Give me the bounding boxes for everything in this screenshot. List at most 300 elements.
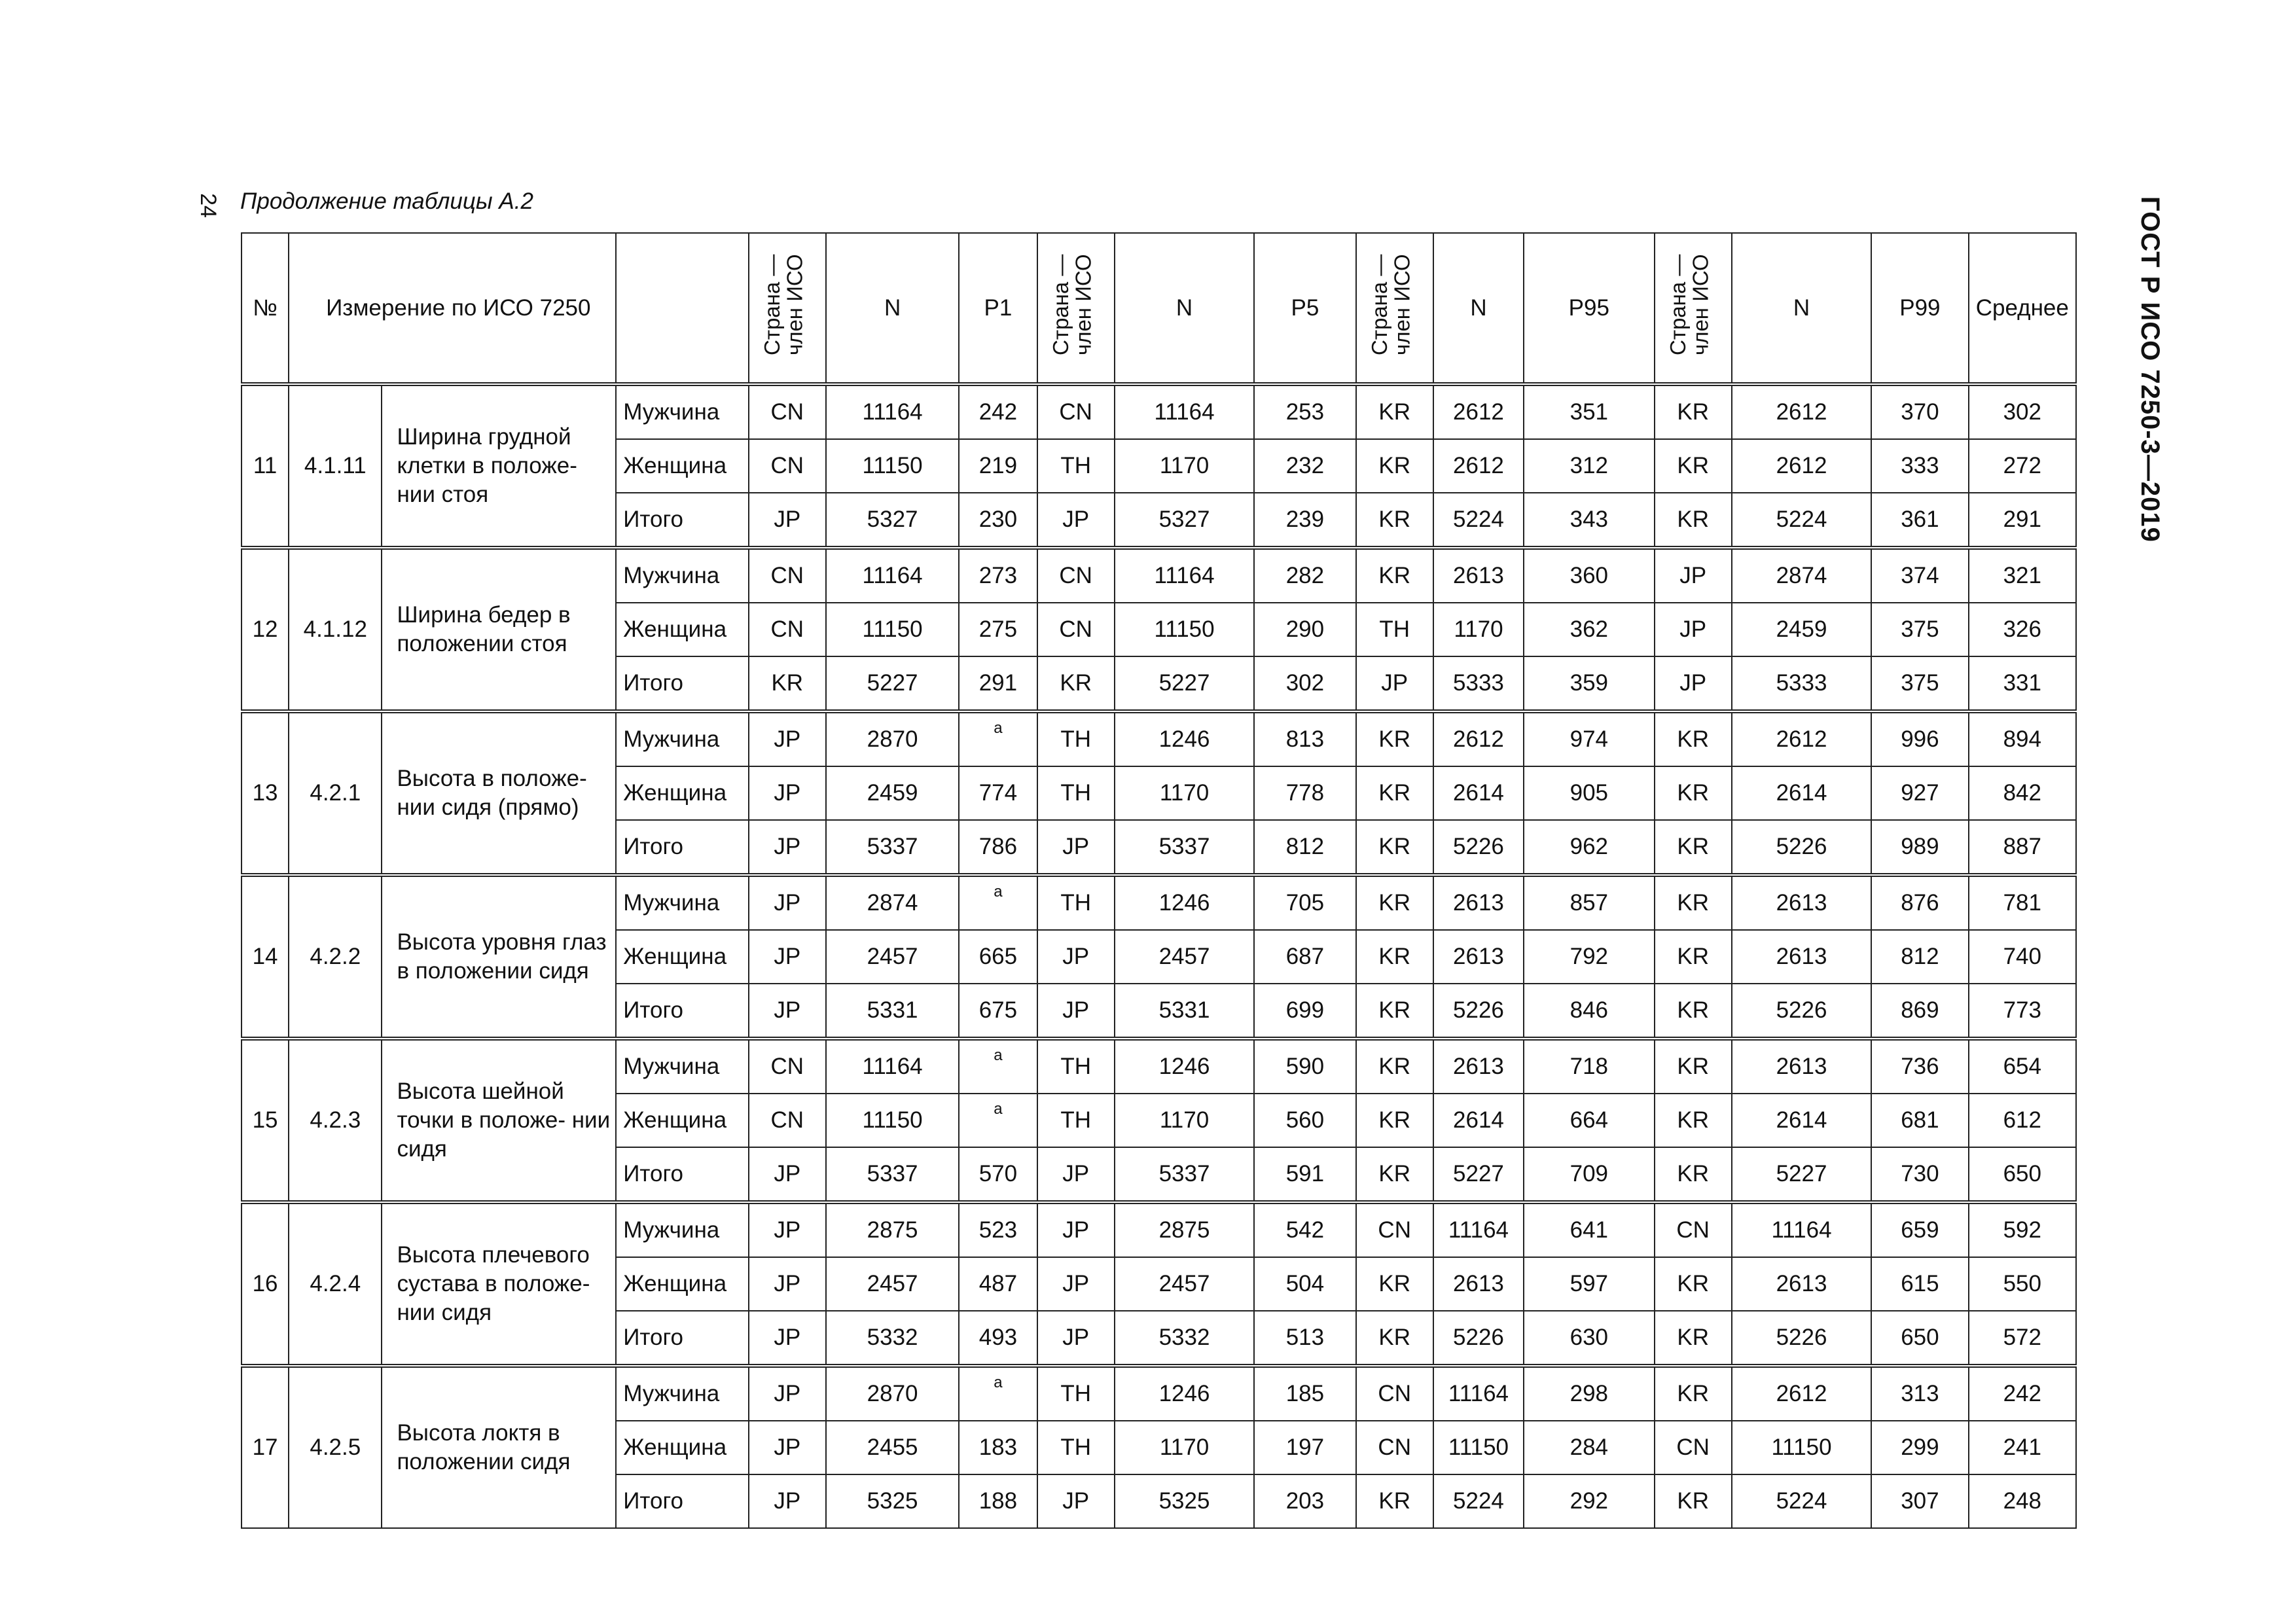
- cell-c1: JP: [749, 820, 826, 875]
- cell-c2: TH: [1037, 1094, 1115, 1147]
- cell-n4: 2612: [1732, 439, 1871, 493]
- sex-cell: Итого: [616, 820, 748, 875]
- cell-p95: 312: [1524, 439, 1654, 493]
- sex-cell: Мужчина: [616, 875, 748, 930]
- cell-c4: KR: [1655, 493, 1732, 548]
- table-row: [242, 1202, 2076, 1257]
- cell-n4: 5226: [1732, 1311, 1871, 1366]
- cell-p5: 699: [1254, 984, 1355, 1039]
- measurement-code: 4.2.2: [289, 875, 382, 1039]
- cell-n4: 2614: [1732, 766, 1871, 820]
- row-number: 15: [242, 1039, 289, 1202]
- cell-c3: KR: [1356, 1257, 1433, 1311]
- cell-mean: 241: [1969, 1421, 2076, 1474]
- cell-p95: 664: [1524, 1094, 1654, 1147]
- cell-n1: 11150: [826, 439, 959, 493]
- measurement-code: 4.2.5: [289, 1366, 382, 1528]
- cell-mean: 302: [1969, 384, 2076, 439]
- cell-p5: 302: [1254, 656, 1355, 711]
- cell-p95: 709: [1524, 1147, 1654, 1202]
- cell-mean: 781: [1969, 875, 2076, 930]
- cell-n3: 1170: [1433, 603, 1524, 656]
- sex-cell: Итого: [616, 984, 748, 1039]
- cell-p99: 989: [1871, 820, 1968, 875]
- cell-c4: CN: [1655, 1202, 1732, 1257]
- cell-c2: TH: [1037, 766, 1115, 820]
- cell-c3: KR: [1356, 1039, 1433, 1094]
- cell-p5: 232: [1254, 439, 1355, 493]
- cell-p95: 343: [1524, 493, 1654, 548]
- cell-c3: CN: [1356, 1421, 1433, 1474]
- cell-p95: 351: [1524, 384, 1654, 439]
- cell-n1: 5325: [826, 1474, 959, 1528]
- cell-n4: 2612: [1732, 1366, 1871, 1421]
- cell-p95: 641: [1524, 1202, 1654, 1257]
- cell-p1: [959, 1366, 1037, 1421]
- cell-p1: 275: [959, 603, 1037, 656]
- cell-n1: 5337: [826, 1147, 959, 1202]
- cell-n4: 5226: [1732, 984, 1871, 1039]
- cell-p5: 591: [1254, 1147, 1355, 1202]
- cell-n4: 5226: [1732, 820, 1871, 875]
- cell-c2: JP: [1037, 1311, 1115, 1366]
- cell-c1: JP: [749, 1474, 826, 1528]
- measurement-name: Высота плечевого сустава в положе- нии сидя: [382, 1202, 616, 1366]
- cell-mean: 592: [1969, 1202, 2076, 1257]
- cell-n3: 2612: [1433, 711, 1524, 766]
- table-row: [242, 384, 2076, 439]
- cell-c2: KR: [1037, 656, 1115, 711]
- cell-n1: 2457: [826, 1257, 959, 1311]
- cell-mean: 321: [1969, 548, 2076, 603]
- table-header-row: [242, 233, 2076, 384]
- cell-n2: 1170: [1115, 439, 1254, 493]
- cell-p5: 778: [1254, 766, 1355, 820]
- cell-n4: 2613: [1732, 1257, 1871, 1311]
- cell-n3: 5226: [1433, 820, 1524, 875]
- cell-n1: 11164: [826, 384, 959, 439]
- cell-p99: 374: [1871, 548, 1968, 603]
- cell-p1: 665: [959, 930, 1037, 984]
- cell-c1: JP: [749, 1311, 826, 1366]
- cell-n3: 5226: [1433, 984, 1524, 1039]
- cell-n3: 2612: [1433, 439, 1524, 493]
- cell-p95: 974: [1524, 711, 1654, 766]
- cell-n3: 5227: [1433, 1147, 1524, 1202]
- cell-n2: 5331: [1115, 984, 1254, 1039]
- cell-c2: TH: [1037, 1039, 1115, 1094]
- cell-c2: TH: [1037, 875, 1115, 930]
- cell-n1: 5331: [826, 984, 959, 1039]
- footnote-marker: а: [994, 1373, 1003, 1391]
- cell-n1: 2457: [826, 930, 959, 984]
- cell-n1: 11164: [826, 548, 959, 603]
- cell-n1: 5227: [826, 656, 959, 711]
- row-number: 14: [242, 875, 289, 1039]
- cell-n4: 5333: [1732, 656, 1871, 711]
- header-n-4: N: [1732, 233, 1871, 384]
- header-sex: [616, 233, 748, 384]
- cell-n4: 2614: [1732, 1094, 1871, 1147]
- cell-p1: 493: [959, 1311, 1037, 1366]
- table-row: [242, 548, 2076, 603]
- cell-c3: JP: [1356, 656, 1433, 711]
- cell-p5: 185: [1254, 1366, 1355, 1421]
- cell-p95: 792: [1524, 930, 1654, 984]
- cell-p1: 487: [959, 1257, 1037, 1311]
- cell-c4: KR: [1655, 1094, 1732, 1147]
- cell-n1: 5332: [826, 1311, 959, 1366]
- measurement-name: Высота уровня глаз в положении сидя: [382, 875, 616, 1039]
- sex-cell: Женщина: [616, 439, 748, 493]
- cell-n2: 11164: [1115, 548, 1254, 603]
- cell-p5: 513: [1254, 1311, 1355, 1366]
- cell-c1: JP: [749, 493, 826, 548]
- cell-c4: JP: [1655, 603, 1732, 656]
- cell-n2: 1170: [1115, 766, 1254, 820]
- cell-n3: 5224: [1433, 493, 1524, 548]
- cell-n3: 2613: [1433, 930, 1524, 984]
- cell-c3: KR: [1356, 820, 1433, 875]
- cell-mean: 773: [1969, 984, 2076, 1039]
- cell-p95: 360: [1524, 548, 1654, 603]
- row-number: 16: [242, 1202, 289, 1366]
- footnote-marker: а: [994, 882, 1003, 901]
- cell-n1: 2875: [826, 1202, 959, 1257]
- cell-c2: JP: [1037, 1202, 1115, 1257]
- cell-p5: 253: [1254, 384, 1355, 439]
- cell-n2: 5325: [1115, 1474, 1254, 1528]
- cell-c1: JP: [749, 711, 826, 766]
- data-table: [241, 232, 2077, 1529]
- cell-c4: KR: [1655, 1257, 1732, 1311]
- cell-n1: 11150: [826, 1094, 959, 1147]
- cell-mean: 654: [1969, 1039, 2076, 1094]
- cell-p99: 361: [1871, 493, 1968, 548]
- cell-mean: 612: [1969, 1094, 2076, 1147]
- cell-n4: 2459: [1732, 603, 1871, 656]
- cell-c3: KR: [1356, 1474, 1433, 1528]
- cell-c1: CN: [749, 603, 826, 656]
- cell-c3: KR: [1356, 384, 1433, 439]
- cell-n2: 1246: [1115, 1366, 1254, 1421]
- cell-p99: 375: [1871, 656, 1968, 711]
- cell-c4: KR: [1655, 766, 1732, 820]
- cell-c2: JP: [1037, 1147, 1115, 1202]
- cell-p1: 188: [959, 1474, 1037, 1528]
- cell-mean: 248: [1969, 1474, 2076, 1528]
- cell-c1: CN: [749, 548, 826, 603]
- cell-p95: 597: [1524, 1257, 1654, 1311]
- cell-p99: 659: [1871, 1202, 1968, 1257]
- cell-c4: KR: [1655, 711, 1732, 766]
- cell-c3: KR: [1356, 875, 1433, 930]
- cell-n1: 2455: [826, 1421, 959, 1474]
- cell-n3: 2613: [1433, 1039, 1524, 1094]
- cell-c3: KR: [1356, 439, 1433, 493]
- cell-p99: 996: [1871, 711, 1968, 766]
- cell-p99: 615: [1871, 1257, 1968, 1311]
- cell-p99: 307: [1871, 1474, 1968, 1528]
- cell-c4: KR: [1655, 1039, 1732, 1094]
- cell-c3: KR: [1356, 766, 1433, 820]
- cell-p5: 687: [1254, 930, 1355, 984]
- cell-n1: 2874: [826, 875, 959, 930]
- footnote-marker: а: [994, 1099, 1003, 1118]
- row-number: 17: [242, 1366, 289, 1528]
- header-p1: P1: [959, 233, 1037, 384]
- cell-n1: 2870: [826, 1366, 959, 1421]
- cell-c3: KR: [1356, 493, 1433, 548]
- row-number: 13: [242, 711, 289, 875]
- cell-n4: 2874: [1732, 548, 1871, 603]
- sex-cell: Мужчина: [616, 548, 748, 603]
- cell-n4: 2612: [1732, 711, 1871, 766]
- cell-p5: 560: [1254, 1094, 1355, 1147]
- cell-n4: 5227: [1732, 1147, 1871, 1202]
- cell-p1: 273: [959, 548, 1037, 603]
- cell-n2: 5227: [1115, 656, 1254, 711]
- sex-cell: Женщина: [616, 1257, 748, 1311]
- cell-n3: 2613: [1433, 548, 1524, 603]
- cell-c4: CN: [1655, 1421, 1732, 1474]
- cell-n1: 2459: [826, 766, 959, 820]
- cell-c2: CN: [1037, 548, 1115, 603]
- sex-cell: Итого: [616, 1147, 748, 1202]
- row-number: 12: [242, 548, 289, 711]
- cell-p1: 570: [959, 1147, 1037, 1202]
- cell-mean: 572: [1969, 1311, 2076, 1366]
- cell-c4: KR: [1655, 1311, 1732, 1366]
- cell-c3: KR: [1356, 984, 1433, 1039]
- cell-c2: TH: [1037, 1421, 1115, 1474]
- cell-p99: 812: [1871, 930, 1968, 984]
- cell-c1: JP: [749, 1421, 826, 1474]
- cell-c4: KR: [1655, 1366, 1732, 1421]
- cell-n2: 5337: [1115, 1147, 1254, 1202]
- cell-p1: [959, 1094, 1037, 1147]
- header-p95: P95: [1524, 233, 1654, 384]
- cell-c1: CN: [749, 1094, 826, 1147]
- cell-p95: 359: [1524, 656, 1654, 711]
- measurement-name: Высота шейной точки в положе- нии сидя: [382, 1039, 616, 1202]
- header-n-3: N: [1433, 233, 1524, 384]
- cell-n1: 5327: [826, 493, 959, 548]
- cell-mean: 842: [1969, 766, 2076, 820]
- cell-p95: 362: [1524, 603, 1654, 656]
- cell-c1: JP: [749, 984, 826, 1039]
- cell-p95: 857: [1524, 875, 1654, 930]
- cell-n2: 5337: [1115, 820, 1254, 875]
- sex-cell: Мужчина: [616, 1366, 748, 1421]
- cell-c2: JP: [1037, 930, 1115, 984]
- cell-c1: JP: [749, 1202, 826, 1257]
- measurement-name: Высота в положе- нии сидя (прямо): [382, 711, 616, 875]
- cell-c3: TH: [1356, 603, 1433, 656]
- cell-c2: CN: [1037, 384, 1115, 439]
- cell-n2: 11150: [1115, 603, 1254, 656]
- cell-n4: 2612: [1732, 384, 1871, 439]
- table-row: [242, 1039, 2076, 1094]
- cell-n2: 11164: [1115, 384, 1254, 439]
- cell-p1: 774: [959, 766, 1037, 820]
- cell-n3: 2612: [1433, 384, 1524, 439]
- cell-mean: 331: [1969, 656, 2076, 711]
- sex-cell: Мужчина: [616, 384, 748, 439]
- sex-cell: Итого: [616, 493, 748, 548]
- header-n-1: N: [826, 233, 959, 384]
- cell-c4: KR: [1655, 384, 1732, 439]
- cell-n3: 5226: [1433, 1311, 1524, 1366]
- cell-p99: 370: [1871, 384, 1968, 439]
- measurement-code: 4.1.12: [289, 548, 382, 711]
- cell-n2: 5332: [1115, 1311, 1254, 1366]
- cell-n2: 1246: [1115, 875, 1254, 930]
- cell-n4: 5224: [1732, 493, 1871, 548]
- footnote-marker: а: [994, 1046, 1003, 1064]
- header-no: №: [242, 233, 289, 384]
- table-row: [242, 1366, 2076, 1421]
- cell-c2: JP: [1037, 1257, 1115, 1311]
- sex-cell: Женщина: [616, 766, 748, 820]
- cell-c3: CN: [1356, 1202, 1433, 1257]
- cell-p99: 876: [1871, 875, 1968, 930]
- measurement-name: Ширина бедер в положении стоя: [382, 548, 616, 711]
- cell-c2: TH: [1037, 439, 1115, 493]
- cell-p95: 292: [1524, 1474, 1654, 1528]
- header-measurement: Измерение по ИСО 7250: [289, 233, 616, 384]
- cell-c4: JP: [1655, 656, 1732, 711]
- header-p99: P99: [1871, 233, 1968, 384]
- cell-n2: 2457: [1115, 930, 1254, 984]
- cell-mean: 272: [1969, 439, 2076, 493]
- cell-p99: 299: [1871, 1421, 1968, 1474]
- cell-n3: 2614: [1433, 766, 1524, 820]
- cell-c1: JP: [749, 1257, 826, 1311]
- cell-n1: 5337: [826, 820, 959, 875]
- document-code: ГОСТ Р ИСО 7250-3—2019: [2136, 196, 2164, 543]
- cell-c4: JP: [1655, 548, 1732, 603]
- cell-n2: 1170: [1115, 1094, 1254, 1147]
- cell-p5: 290: [1254, 603, 1355, 656]
- sex-cell: Мужчина: [616, 711, 748, 766]
- measurement-code: 4.2.1: [289, 711, 382, 875]
- table-caption: Продолжение таблицы А.2: [240, 188, 533, 214]
- cell-mean: 894: [1969, 711, 2076, 766]
- cell-c1: CN: [749, 439, 826, 493]
- cell-p5: 504: [1254, 1257, 1355, 1311]
- cell-c1: KR: [749, 656, 826, 711]
- cell-n4: 11164: [1732, 1202, 1871, 1257]
- cell-c2: TH: [1037, 711, 1115, 766]
- cell-p1: 230: [959, 493, 1037, 548]
- cell-n2: 1246: [1115, 711, 1254, 766]
- header-country-1: Страна — член ИСО: [749, 233, 826, 384]
- cell-c3: KR: [1356, 930, 1433, 984]
- cell-n3: 2614: [1433, 1094, 1524, 1147]
- cell-p1: 786: [959, 820, 1037, 875]
- sex-cell: Мужчина: [616, 1039, 748, 1094]
- cell-n3: 11150: [1433, 1421, 1524, 1474]
- sex-cell: Женщина: [616, 1421, 748, 1474]
- cell-p1: [959, 711, 1037, 766]
- cell-n2: 2457: [1115, 1257, 1254, 1311]
- cell-c2: JP: [1037, 820, 1115, 875]
- cell-p5: 812: [1254, 820, 1355, 875]
- sex-cell: Итого: [616, 1474, 748, 1528]
- cell-n4: 2613: [1732, 1039, 1871, 1094]
- sex-cell: Итого: [616, 656, 748, 711]
- cell-c4: KR: [1655, 984, 1732, 1039]
- cell-n4: 2613: [1732, 930, 1871, 984]
- cell-n2: 1246: [1115, 1039, 1254, 1094]
- sex-cell: Женщина: [616, 603, 748, 656]
- cell-p5: 197: [1254, 1421, 1355, 1474]
- cell-p99: 681: [1871, 1094, 1968, 1147]
- sex-cell: Мужчина: [616, 1202, 748, 1257]
- cell-p95: 905: [1524, 766, 1654, 820]
- cell-mean: 550: [1969, 1257, 2076, 1311]
- cell-n3: 2613: [1433, 1257, 1524, 1311]
- cell-n4: 2613: [1732, 875, 1871, 930]
- cell-c4: KR: [1655, 439, 1732, 493]
- cell-p1: 183: [959, 1421, 1037, 1474]
- cell-c4: KR: [1655, 1147, 1732, 1202]
- header-p5: P5: [1254, 233, 1355, 384]
- cell-p95: 284: [1524, 1421, 1654, 1474]
- cell-c2: JP: [1037, 493, 1115, 548]
- cell-c3: KR: [1356, 1311, 1433, 1366]
- cell-c2: CN: [1037, 603, 1115, 656]
- measurement-code: 4.2.4: [289, 1202, 382, 1366]
- cell-p5: 542: [1254, 1202, 1355, 1257]
- cell-p1: 523: [959, 1202, 1037, 1257]
- cell-p99: 650: [1871, 1311, 1968, 1366]
- cell-c1: CN: [749, 1039, 826, 1094]
- header-n-2: N: [1115, 233, 1254, 384]
- cell-c1: CN: [749, 384, 826, 439]
- cell-c2: JP: [1037, 984, 1115, 1039]
- cell-p99: 730: [1871, 1147, 1968, 1202]
- cell-p95: 630: [1524, 1311, 1654, 1366]
- measurement-code: 4.2.3: [289, 1039, 382, 1202]
- sex-cell: Женщина: [616, 930, 748, 984]
- cell-n1: 2870: [826, 711, 959, 766]
- cell-p95: 298: [1524, 1366, 1654, 1421]
- cell-c4: KR: [1655, 1474, 1732, 1528]
- table-row: [242, 711, 2076, 766]
- cell-c1: JP: [749, 930, 826, 984]
- sex-cell: Женщина: [616, 1094, 748, 1147]
- cell-n1: 11164: [826, 1039, 959, 1094]
- cell-p1: 242: [959, 384, 1037, 439]
- cell-mean: 650: [1969, 1147, 2076, 1202]
- cell-p5: 203: [1254, 1474, 1355, 1528]
- cell-p5: 590: [1254, 1039, 1355, 1094]
- cell-p5: 239: [1254, 493, 1355, 548]
- cell-p99: 313: [1871, 1366, 1968, 1421]
- header-country-3: Страна — член ИСО: [1356, 233, 1433, 384]
- cell-p1: 219: [959, 439, 1037, 493]
- cell-p99: 375: [1871, 603, 1968, 656]
- cell-p1: 675: [959, 984, 1037, 1039]
- header-mean: Среднее: [1969, 233, 2076, 384]
- cell-c3: KR: [1356, 711, 1433, 766]
- table-row: [242, 875, 2076, 930]
- cell-p95: 718: [1524, 1039, 1654, 1094]
- cell-n3: 11164: [1433, 1202, 1524, 1257]
- cell-mean: 291: [1969, 493, 2076, 548]
